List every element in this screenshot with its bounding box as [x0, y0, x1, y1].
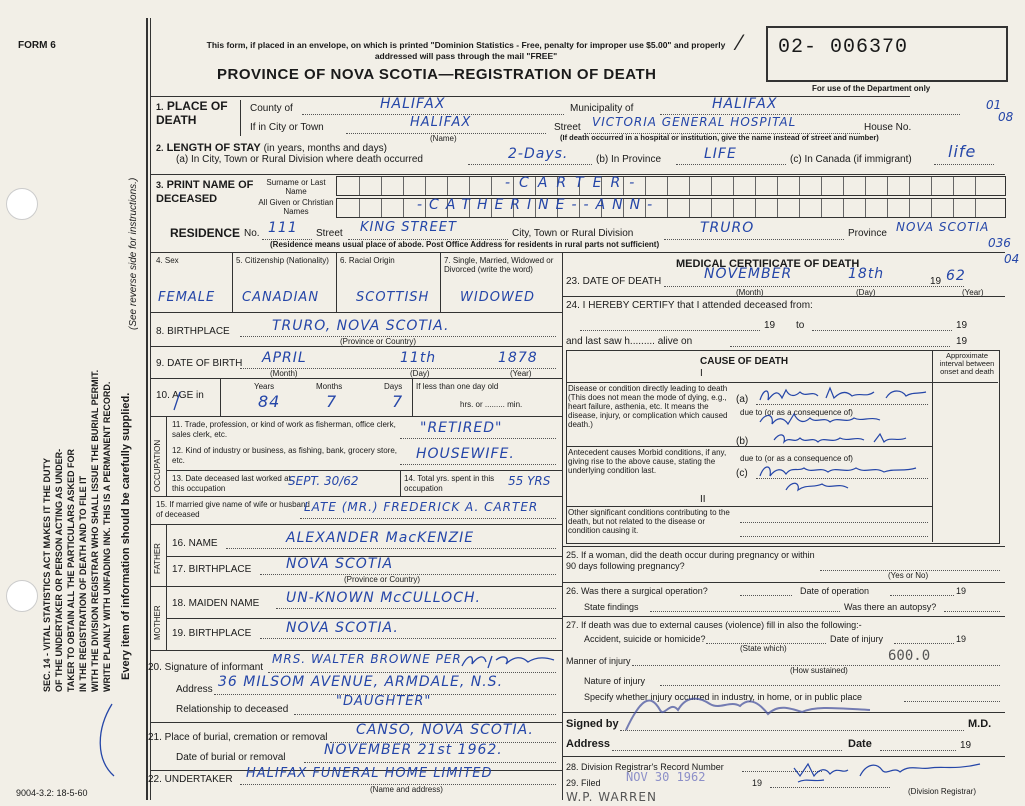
dob-year-value: 1878: [498, 350, 538, 366]
attend-to-line: [812, 330, 952, 331]
mother-birthplace-value: NOVA SCOTIA.: [286, 620, 399, 636]
death-year-value: 62: [946, 268, 966, 284]
mailing-notice: This form, if placed in an envelope, on which is printed "Dominion Statistics - Free, penalty for improper use $5.00" and properly addressed will pass through the mail "FREE": [206, 40, 726, 61]
dept-code-2: 08: [998, 110, 1014, 124]
form-left-border-inner: [150, 18, 151, 800]
form-number: FORM 6: [18, 40, 56, 51]
div-reg-number-label: 28. Division Registrar's Record Number: [566, 762, 724, 772]
racial-origin-label: 6. Racial Origin: [340, 256, 395, 265]
rule-cause: [562, 546, 1005, 547]
informant-address-value: 36 MILSOM AVENUE, ARMDALE, N.S.: [218, 674, 504, 690]
informant-address-label: Address: [176, 684, 213, 695]
relationship-line: [294, 714, 556, 715]
trade-label: 11. Trade, profession, or kind of work as fisherman, office clerk, sales clerk, etc.: [172, 420, 396, 439]
place-of-death-label: 1. PLACE OF DEATH: [156, 99, 228, 127]
rule-4-7: [150, 312, 562, 313]
last-worked-value: SEPT. 30/62: [288, 474, 359, 488]
residence-no-value: 111: [268, 220, 298, 236]
physician-date-label: Date: [848, 738, 872, 750]
rule-8: [150, 346, 562, 347]
age-div-2: [412, 378, 413, 416]
stay-province-line: [676, 164, 786, 165]
punch-hole-bottom: [6, 580, 38, 612]
disease-label: Disease or condition directly leading to death (This does not mean the mode of dying, e.g., heart failure, asthenia, etc. It means the disease, injury, or complication which caused death.): [568, 384, 728, 429]
surname-box: [336, 176, 1006, 196]
last-saw-label: and last saw h......... alive on: [566, 336, 693, 347]
dept-code-3: 036: [988, 236, 1011, 250]
county-value: HALIFAX: [380, 96, 446, 112]
age-days-label: Days: [384, 382, 403, 391]
cause-a-handwriting: [756, 384, 932, 406]
residence-province-label: Province: [848, 228, 887, 239]
date-of-death-label: 23. DATE OF DEATH: [566, 276, 662, 287]
filed-19: 19: [752, 778, 763, 788]
trade-line: [400, 438, 556, 439]
col-div-3: [440, 252, 441, 312]
form-left-border: [146, 18, 148, 800]
margin-note-instructions: (See reverse side for instructions.): [128, 177, 139, 330]
residence-street-value: KING STREET: [360, 220, 457, 235]
municipality-label: Municipality of: [570, 103, 634, 114]
residence-province-value: NOVA SCOTIA: [896, 220, 990, 234]
occupation-label: OCCUPATION: [153, 439, 162, 492]
marital-label: 7. Single, Married, Widowed or Divorced (write the word): [444, 256, 554, 274]
spouse-value: LATE (MR.) FREDERICK A. CARTER: [304, 500, 539, 514]
cause-c-handwriting: [756, 458, 932, 496]
registrar-signature: [790, 756, 990, 786]
dob-day-value: 11th: [400, 350, 437, 366]
stay-canada-line: [934, 164, 994, 165]
autopsy-label: Was there an autopsy?: [844, 602, 937, 612]
woman-question-label: 25. If a woman, did the death occur during pregnancy or within 90 days following pregnancy?: [566, 550, 815, 571]
burial-date-line: [304, 762, 556, 763]
due-to-1-label: due to (or as a consequence of): [740, 408, 853, 417]
given-names-label: All Given or Christian Names: [258, 198, 334, 216]
age-days-value: 7: [392, 392, 404, 411]
industry-value: HOUSEWIFE.: [416, 446, 515, 462]
father-label: FATHER: [153, 543, 162, 574]
roman-two: II: [700, 494, 706, 505]
stay-city-value: 2-Days.: [508, 146, 569, 162]
age-div-1: [220, 378, 221, 416]
stay-canada-label: (c) In Canada (if immigrant): [790, 154, 912, 165]
hrs-min-label: hrs. or ......... min.: [460, 400, 523, 409]
residence-label: RESIDENCE: [170, 226, 241, 240]
citizenship-label: 5. Citizenship (Nationality): [236, 256, 329, 265]
nature-label: Nature of injury: [584, 676, 646, 686]
city-name-hint: (Name): [430, 134, 457, 143]
hospital-hint: (If death occurred in a hospital or institution, give the name instead of street and number): [560, 133, 879, 142]
md-label: M.D.: [968, 718, 992, 730]
dob-month-value: APRIL: [262, 350, 307, 366]
rule-9: [150, 378, 562, 379]
father-birthplace-label: 17. BIRTHPLACE: [172, 564, 252, 575]
burial-date-label: Date of burial or removal: [176, 752, 286, 763]
last-worked-label: 13. Date deceased last worked at this occupation: [172, 474, 291, 493]
spouse-label: 15. If married give name of wife or husband of deceased: [156, 500, 310, 519]
header-divider: [150, 96, 910, 97]
residence-no-label: No.: [244, 228, 260, 239]
stay-province-value: LIFE: [704, 146, 737, 162]
county-label: County of: [250, 103, 293, 114]
occ-div: [166, 416, 167, 496]
rule-occ: [166, 470, 562, 471]
place-bracket: [240, 100, 241, 136]
informant-line: [268, 672, 556, 673]
center-divider: [562, 252, 563, 800]
informant-signature: [458, 650, 560, 672]
residence-hint: (Residence means usual place of abode. Post Office Address for residents in rural parts not sufficient): [270, 240, 660, 249]
surname-label: Surname or Last Name: [266, 178, 326, 196]
sex-value: FEMALE: [158, 290, 216, 305]
dept-code-1: 01: [986, 98, 1002, 112]
age-label: 10. AGE in: [156, 390, 204, 401]
burial-date-value: NOVEMBER 21st 1962.: [324, 742, 503, 758]
due-to-2-label: due to (or as a consequence of): [740, 454, 853, 463]
registration-number: 02- 006370: [778, 36, 909, 59]
manner-value: 600.0: [888, 648, 931, 664]
death-month-hint: (Month): [736, 288, 764, 297]
other-significant-label: Other significant conditions contributing to the death, but not related to the disease or condition causing it.: [568, 508, 730, 535]
birthplace-label: 8. BIRTHPLACE: [156, 326, 230, 337]
margin-notice-line-4: IN THE REGISTRATION OF DEATH AND TO FILE IT: [78, 475, 88, 692]
industry-label: 12. Kind of industry or business, as fishing, bank, grocery store, etc.: [172, 446, 398, 465]
marital-value: WIDOWED: [460, 290, 536, 305]
hereby-certify-label: 24. I HEREBY CERTIFY that I attended deceased from:: [566, 300, 813, 311]
death-day-value: 18th: [848, 266, 885, 282]
given-names-value: -CATHERINE--ANN-: [417, 197, 660, 213]
dob-label: 9. DATE OF BIRTH: [156, 358, 243, 369]
footer-code: 9004-3.2: 18-5-60: [16, 788, 88, 798]
filed-label: 29. Filed: [566, 778, 601, 788]
physician-address-line: [612, 750, 842, 751]
attend-19-b: 19: [956, 320, 968, 331]
rule-13: [150, 496, 562, 497]
last-saw-19: 19: [956, 336, 968, 347]
father-name-value: ALEXANDER MacKENZIE: [286, 530, 475, 546]
accident-label: Accident, suicide or homicide?: [584, 634, 706, 644]
stay-city-label: (a) In City, Town or Rural Division where death occurred: [176, 154, 423, 165]
burial-place-label: 21. Place of burial, cremation or removal: [148, 732, 328, 743]
residence-street-label: Street: [316, 228, 343, 239]
interval-label: Approximate interval between onset and death: [939, 351, 995, 376]
surgical-label: 26. Was there a surgical operation?: [566, 586, 708, 596]
specify-label: Specify whether injury occurred in industry, in home, or in public place: [584, 692, 862, 702]
physician-signature: [620, 690, 880, 734]
specify-line: [904, 701, 1000, 702]
other-line-1: [740, 522, 928, 523]
residence-city-label: City, Town or Rural Division: [512, 228, 634, 239]
margin-pencil-mark: [92, 700, 122, 780]
spouse-line: [300, 518, 556, 519]
date-injury-label: Date of injury: [830, 634, 884, 644]
margin-notice-line-3: TAKER TO OBTAIN ALL THE PARTICULARS ASKED FOR: [66, 449, 76, 692]
cause-lower-rule: [566, 506, 932, 507]
stay-city-line: [468, 164, 592, 165]
state-which-hint: (State which): [740, 644, 787, 653]
mother-maiden-value: UN-KNOWN McCULLOCH.: [286, 590, 481, 606]
birthplace-hint: (Province or Country): [340, 337, 417, 346]
trade-value: "RETIRED": [420, 420, 503, 436]
relationship-value: "DAUGHTER": [336, 694, 432, 709]
birthplace-value: TRURO, NOVA SCOTIA.: [272, 318, 450, 334]
punch-hole-top: [6, 188, 38, 220]
antecedent-label: Antecedent causes Morbid conditions, if any, giving rise to the above cause, stating the underlying condition last.: [568, 448, 727, 475]
findings-line: [650, 611, 840, 612]
margin-note-every-item: Every item of information should be carefully supplied.: [120, 392, 132, 680]
surname-value: -CARTER-: [505, 175, 644, 191]
informant-value: MRS. WALTER BROWNE PER: [272, 652, 462, 666]
rule-15: [150, 524, 562, 525]
dob-day-hint: (Day): [410, 369, 430, 378]
margin-notice-line-2: OF THE UNDERTAKER OR PERSON ACTING AS UNDER-: [54, 448, 64, 692]
total-years-label: 14. Total yrs. spent in this occupation: [404, 474, 495, 493]
municipality-value: HALIFAX: [712, 96, 778, 112]
informant-label: 20. Signature of informant: [148, 662, 264, 673]
cause-header-rule: [566, 382, 998, 383]
check-mark: ⁄: [738, 30, 742, 55]
dob-year-hint: (Year): [510, 369, 532, 378]
cause-c-label: (c): [736, 468, 748, 479]
attend-to-label: to: [796, 320, 805, 331]
dob-month-hint: (Month): [270, 369, 298, 378]
stay-canada-value: life: [948, 142, 977, 161]
street-label: Street: [554, 122, 581, 133]
main-top-rule: [150, 252, 1005, 253]
rule-23: [562, 296, 1005, 297]
physician-date-line: [880, 750, 956, 751]
form-title: PROVINCE OF NOVA SCOTIA—REGISTRATION OF DEATH: [217, 66, 657, 83]
mother-label: MOTHER: [153, 605, 162, 640]
external-label: 27. If death was due to external causes (violence) fill in also the following:-: [566, 620, 862, 630]
age-years-label: Years: [254, 382, 275, 391]
mother-birthplace-line: [260, 638, 556, 639]
physician-date-19: 19: [960, 740, 972, 751]
residence-city-value: TRURO: [700, 220, 755, 236]
industry-line: [400, 464, 556, 465]
attend-from-line: [580, 330, 760, 331]
date-op-label: Date of operation: [800, 586, 870, 596]
father-div: [166, 524, 167, 586]
interval-div: [932, 350, 933, 542]
residence-city-line: [664, 239, 844, 240]
undertaker-hint: (Name and address): [370, 785, 443, 794]
city-value: HALIFAX: [410, 115, 472, 130]
given-names-box: [336, 198, 1006, 218]
manner-label: Manner of injury: [566, 656, 631, 666]
mother-birthplace-label: 19. BIRTHPLACE: [172, 628, 252, 639]
registration-number-box: [766, 26, 1008, 82]
bottom-stamp: W.P. WARREN: [566, 790, 657, 804]
length-of-stay-label: 2. LENGTH OF STAY (in years, months and days): [156, 142, 387, 154]
date-injury-line: [894, 643, 954, 644]
death-month-value: NOVEMBER: [704, 266, 793, 282]
undertaker-label: 22. UNDERTAKER: [148, 774, 233, 785]
mother-maiden-line: [276, 608, 556, 609]
margin-notice-line-1: SEC. 14 - VITAL STATISTICS ACT MAKES IT THE DUTY: [42, 457, 52, 692]
cause-b2-handwriting: [770, 430, 930, 448]
filed-line: [770, 787, 890, 788]
cause-b-label: (b): [736, 436, 749, 447]
age-months-value: 7: [326, 392, 338, 411]
stay-province-label: (b) In Province: [596, 154, 662, 165]
citizenship-value: CANADIAN: [242, 290, 320, 305]
rule-10: [150, 416, 562, 417]
findings-label: State findings: [584, 602, 639, 612]
date-of-death-line: [664, 286, 964, 287]
mother-maiden-label: 18. MAIDEN NAME: [172, 598, 260, 609]
last-saw-line: [730, 346, 950, 347]
date-op-19: 19: [956, 586, 967, 596]
burial-place-value: CANSO, NOVA SCOTIA.: [356, 722, 534, 738]
autopsy-line: [944, 611, 1000, 612]
relationship-label: Relationship to deceased: [176, 704, 289, 715]
death-day-hint: (Day): [856, 288, 876, 297]
medical-certificate-title: MEDICAL CERTIFICATE OF DEATH: [676, 258, 860, 270]
attend-19-a: 19: [764, 320, 776, 331]
print-name-label: 3. PRINT NAME OF DECEASED: [156, 179, 254, 205]
death-year-19: 19: [930, 276, 942, 287]
filed-stamp: NOV 30 1962: [626, 770, 706, 784]
house-no-label: House No.: [864, 122, 912, 133]
roman-one: I: [700, 368, 703, 379]
yes-no-hint: (Yes or No): [888, 571, 929, 580]
date-injury-19: 19: [956, 634, 967, 644]
col-div-2: [336, 252, 337, 312]
nature-line: [660, 685, 1000, 686]
rule-25: [562, 582, 1005, 583]
physician-address-label: Address: [566, 738, 611, 750]
department-use-label: For use of the Department only: [812, 84, 931, 93]
father-birthplace-value: NOVA SCOTIA: [286, 556, 394, 572]
city-town-label: If in City or Town: [250, 122, 324, 133]
dept-code-4: 04: [1004, 252, 1020, 266]
surgical-line: [740, 595, 792, 596]
father-name-label: 16. NAME: [172, 538, 218, 549]
occ-div-2: [400, 470, 401, 496]
cause-b1-handwriting: [756, 410, 932, 432]
death-year-hint: (Year): [962, 288, 984, 297]
less-day-label: If less than one day old: [416, 382, 499, 391]
age-years-value: 84: [258, 392, 281, 411]
col-div-1: [232, 252, 233, 312]
total-years-value: 55 YRS: [508, 474, 551, 488]
sex-label: 4. Sex: [156, 256, 179, 265]
racial-origin-value: SCOTTISH: [356, 290, 430, 305]
other-line-2: [740, 536, 928, 537]
signed-by-label: Signed by: [566, 718, 619, 730]
date-op-line: [890, 595, 954, 596]
undertaker-value: HALIFAX FUNERAL HOME LIMITED: [246, 766, 493, 781]
cause-a-label: (a): [736, 394, 749, 405]
division-registrar-hint: (Division Registrar): [908, 787, 977, 796]
cause-of-death-title: CAUSE OF DEATH: [700, 356, 789, 367]
rule-26: [562, 616, 1005, 617]
rule-17: [150, 586, 562, 587]
age-tick-mark: [170, 388, 190, 414]
father-birthplace-hint: (Province or Country): [344, 575, 421, 584]
how-sustained-hint: (How sustained): [790, 666, 848, 675]
margin-notice-line-5: WITH THE DIVISION REGISTRAR WHO SHALL ISSUE THE BURIAL PERMIT.: [90, 369, 100, 692]
age-months-label: Months: [316, 382, 343, 391]
father-name-line: [226, 548, 556, 549]
margin-notice-line-6: WRITE PLAINLY WITH UNFADING INK. THIS IS A PERMANENT RECORD.: [102, 381, 112, 692]
street-value: VICTORIA GENERAL HOSPITAL: [592, 115, 797, 129]
rule-18: [166, 618, 562, 619]
